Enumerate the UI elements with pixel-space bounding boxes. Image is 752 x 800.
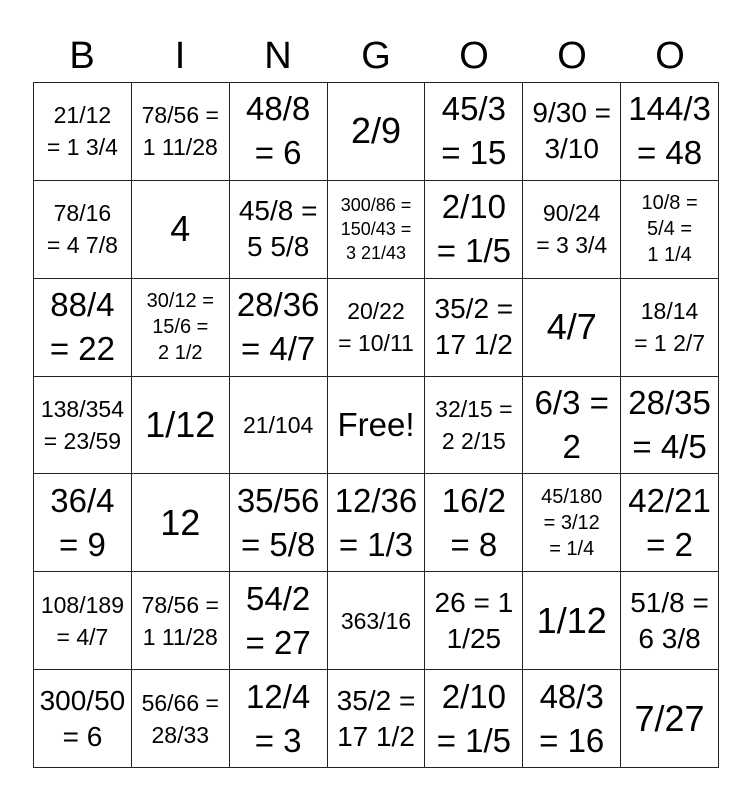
bingo-cell[interactable] (523, 83, 621, 181)
bingo-cell[interactable] (425, 181, 523, 279)
bingo-cell[interactable] (34, 377, 132, 475)
bingo-cell-text: 45/8 = 5 5/8 (238, 195, 318, 263)
bingo-cell-text: 6/3 = 2 (534, 383, 609, 465)
bingo-cell-text: 51/8 = 6 3/8 (630, 586, 709, 654)
bingo-cell[interactable] (425, 279, 523, 377)
bingo-cell[interactable] (132, 377, 230, 475)
bingo-cell[interactable] (425, 670, 523, 768)
bingo-cell-text: 144/3 = 48 (628, 90, 711, 172)
bingo-cell-text: 300/86 = 150/43 = 3 21/43 (340, 195, 412, 264)
bingo-cell[interactable] (230, 83, 328, 181)
bingo-cell[interactable] (328, 572, 426, 670)
bingo-free-space[interactable] (328, 377, 426, 475)
bingo-cell[interactable] (328, 474, 426, 572)
bingo-cell[interactable] (230, 279, 328, 377)
bingo-cell-text: 2/9 (350, 110, 402, 152)
bingo-cell[interactable] (425, 83, 523, 181)
bingo-cell-text: 56/66 = 28/33 (141, 689, 219, 748)
bingo-cell[interactable] (621, 572, 719, 670)
bingo-cell-text: 138/354 = 23/59 (40, 395, 124, 454)
bingo-cell[interactable] (34, 670, 132, 768)
bingo-cell[interactable] (523, 474, 621, 572)
header-letter: O (557, 35, 587, 77)
bingo-cell-text: 26 = 1 1/25 (434, 586, 514, 654)
bingo-cell-text: 300/50 = 6 (39, 684, 126, 752)
bingo-cell[interactable] (425, 474, 523, 572)
bingo-cell-text: 45/3 = 15 (441, 90, 507, 172)
bingo-grid (33, 82, 719, 768)
header-letter: O (655, 35, 685, 77)
bingo-cell[interactable] (34, 181, 132, 279)
bingo-cell-text: Free! (337, 405, 415, 443)
bingo-cell-text: 9/30 = 3/10 (532, 97, 612, 165)
bingo-cell-text: 363/16 (340, 607, 412, 634)
bingo-cell[interactable] (328, 670, 426, 768)
header-letter: B (69, 35, 95, 77)
bingo-cell[interactable] (34, 572, 132, 670)
bingo-cell[interactable] (34, 474, 132, 572)
bingo-cell-text: 28/35 = 4/5 (628, 383, 711, 465)
bingo-cell-text: 21/12 = 1 3/4 (46, 102, 118, 161)
bingo-cell[interactable] (132, 181, 230, 279)
bingo-cell-text: 78/56 = 1 11/28 (141, 102, 219, 161)
bingo-cell-text: 35/2 = 17 1/2 (434, 293, 514, 361)
bingo-cell[interactable] (621, 83, 719, 181)
bingo-cell[interactable] (328, 279, 426, 377)
bingo-cell[interactable] (621, 377, 719, 475)
bingo-cell-text: 12/36 = 1/3 (334, 481, 418, 563)
bingo-cell-text: 18/14 = 1 2/7 (634, 298, 706, 357)
bingo-cell[interactable] (328, 83, 426, 181)
bingo-cell[interactable] (523, 181, 621, 279)
bingo-header (33, 30, 719, 82)
bingo-cell-text: 1/12 (145, 403, 216, 445)
bingo-cell-text: 12/4 = 3 (246, 677, 311, 759)
bingo-cell[interactable] (132, 670, 230, 768)
bingo-cell-text: 21/104 (242, 411, 314, 438)
bingo-cell-text: 88/4 = 22 (49, 286, 115, 368)
bingo-cell[interactable] (523, 670, 621, 768)
bingo-cell[interactable] (132, 83, 230, 181)
bingo-cell-text: 35/56 = 5/8 (236, 481, 320, 563)
bingo-cell[interactable] (34, 83, 132, 181)
bingo-cell[interactable] (621, 670, 719, 768)
bingo-cell[interactable] (328, 181, 426, 279)
bingo-cell[interactable] (230, 377, 328, 475)
bingo-cell-text: 10/8 = 5/4 = 1 1/4 (641, 192, 698, 267)
bingo-cell-text: 35/2 = 17 1/2 (336, 684, 416, 752)
bingo-cell[interactable] (523, 572, 621, 670)
bingo-cell-text: 4/7 (546, 306, 597, 348)
bingo-cell-text: 108/189 = 4/7 (40, 591, 124, 650)
bingo-cell-text: 42/21 = 2 (628, 481, 711, 563)
header-letter: G (361, 35, 391, 77)
bingo-cell-text: 54/2 = 27 (245, 579, 311, 661)
bingo-cell-text: 2/10 = 1/5 (436, 188, 512, 270)
bingo-cell-text: 12 (160, 501, 201, 543)
bingo-cell-text: 2/10 = 1/5 (436, 677, 512, 759)
bingo-cell-text: 48/3 = 16 (539, 677, 605, 759)
bingo-cell-text: 32/15 = 2 2/15 (435, 395, 513, 454)
header-letter: O (459, 35, 489, 77)
bingo-cell-text: 20/22 = 10/11 (338, 298, 414, 357)
bingo-cell[interactable] (132, 279, 230, 377)
header-letter: I (174, 35, 186, 77)
bingo-cell[interactable] (621, 181, 719, 279)
bingo-cell-text: 36/4 = 9 (50, 481, 115, 563)
bingo-cell[interactable] (230, 474, 328, 572)
bingo-cell[interactable] (425, 572, 523, 670)
bingo-cell-text: 16/2 = 8 (441, 481, 506, 563)
header-letter: N (264, 35, 292, 77)
bingo-cell[interactable] (523, 377, 621, 475)
bingo-cell[interactable] (230, 181, 328, 279)
bingo-cell[interactable] (425, 377, 523, 475)
bingo-cell[interactable] (230, 572, 328, 670)
bingo-cell-text: 1/12 (536, 599, 607, 641)
bingo-cell-text: 48/8 = 6 (246, 90, 311, 172)
bingo-cell[interactable] (621, 279, 719, 377)
bingo-cell-text: 7/27 (634, 697, 705, 739)
bingo-cell-text: 78/56 = 1 11/28 (141, 591, 219, 650)
bingo-cell[interactable] (230, 670, 328, 768)
bingo-cell[interactable] (132, 474, 230, 572)
bingo-cell-text: 90/24 = 3 3/4 (536, 200, 608, 259)
bingo-cell[interactable] (34, 279, 132, 377)
bingo-cell-text: 28/36 = 4/7 (236, 286, 320, 368)
bingo-cell[interactable] (523, 279, 621, 377)
bingo-cell[interactable] (132, 572, 230, 670)
bingo-cell-text: 78/16 = 4 7/8 (46, 200, 118, 259)
bingo-cell[interactable] (621, 474, 719, 572)
bingo-cell-text: 45/180 = 3/12 = 1/4 (541, 485, 603, 560)
bingo-cell-text: 4 (170, 208, 191, 250)
bingo-cell-text: 30/12 = 15/6 = 2 1/2 (146, 290, 214, 365)
